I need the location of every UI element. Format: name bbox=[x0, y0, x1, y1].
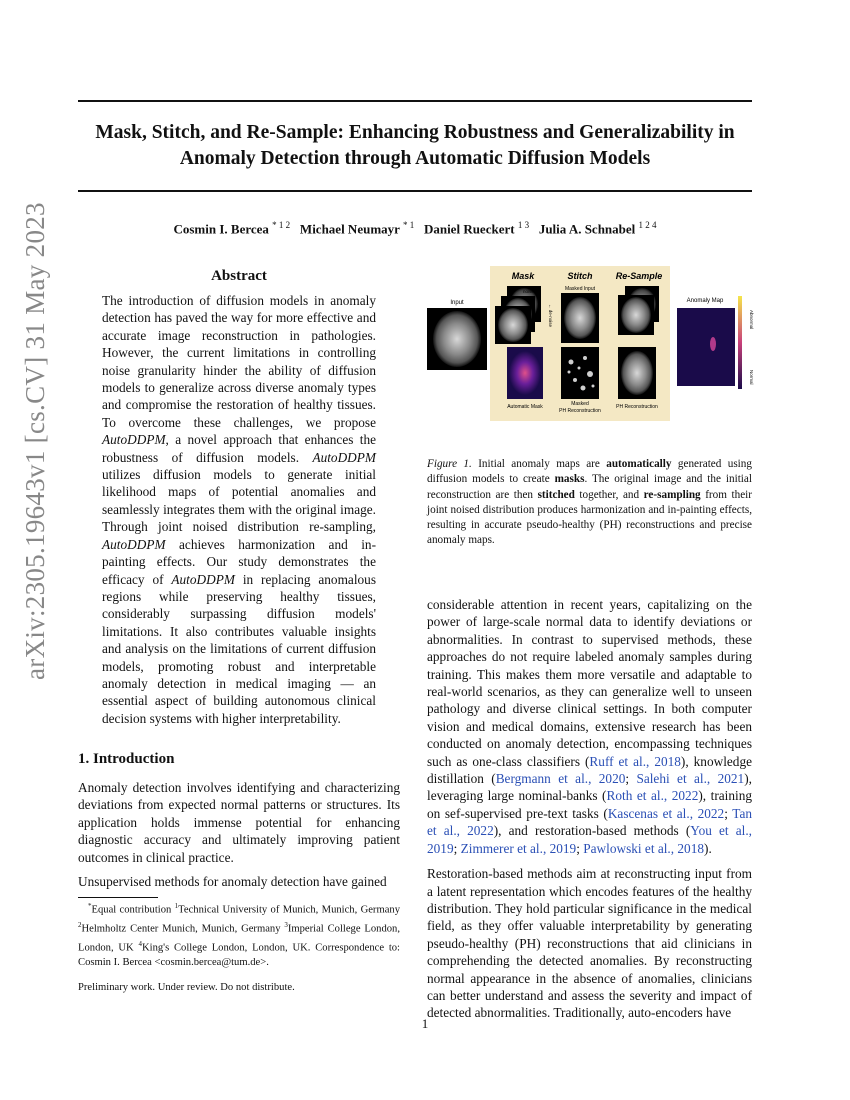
ph-reconstruction-scan bbox=[621, 351, 653, 395]
resample-front-scan bbox=[621, 297, 651, 333]
title-rule bbox=[78, 190, 752, 192]
input-brain-scan bbox=[433, 311, 481, 367]
abstract-heading: Abstract bbox=[211, 268, 267, 284]
top-rule bbox=[78, 100, 752, 102]
citation-link[interactable]: Ruff et al., 2018 bbox=[589, 753, 681, 769]
footnotes bbox=[78, 899, 400, 1005]
citation-link[interactable]: Pawlowski et al., 2018 bbox=[583, 840, 705, 856]
intro-paragraph: Unsupervised methods for anomaly detection have gained bbox=[78, 874, 387, 890]
paper-title: Mask, Stitch, and Re-Sample: Enhancing Robustness and Generalizability in Anomaly Detection through Automatic Diffusion Models bbox=[95, 122, 735, 169]
masked-input-label: Masked Input bbox=[564, 286, 596, 292]
arxiv-stamp: arXiv:2305.19643v1 [cs.CV] 31 May 2023 bbox=[20, 202, 50, 680]
body-paragraph: considerable attention in recent years, capitalizing on the power of large-scale normal data to identify deviations or abnormalities. In contrast to supervised methods, these approaches do not require labeled anomaly samples during training. This makes them more versatile and adaptable to real-world scenarios, as they can generalize well to unseen pathology and diverse clinical settings. In both computer vision and medical domains, extensive research has been conducted on anomaly detection, encompassing techniques such as one-class classifiers (Ruff et al., 2018), knowledge distillation (Bergmann et al., 2020; Salehi et al., 2021), leveraging large nominal-banks (Roth et al., 2022), training on sef-supervised pre-text tasks (Kascenas et al., 2022; Tan et al., 2022), and restoration-based methods (You et al., 2019; Zimmerer et al., 2019; Pawlowski et al., 2018). bbox=[427, 597, 753, 856]
anomaly-map-label: Anomaly Map bbox=[686, 298, 724, 304]
figure-caption: Figure 1. Initial anomaly maps are automatically generated using diffusion models to create masks. The original image and the initial reconstruction are then stitched together, and re-sampling from their joint noised distribution produces harmonization and in-painting effects, resulting in accurate pseudo-healthy (PH) reconstructions and precise anomaly maps. bbox=[427, 458, 753, 547]
author-affiliation: 1 3 bbox=[517, 220, 530, 230]
masked-ph-label-1: Masked bbox=[571, 401, 589, 407]
anomaly-map-hotspot bbox=[710, 337, 716, 351]
author-name: Daniel Rueckert bbox=[423, 221, 515, 237]
intro-paragraph: Anomaly detection involves identifying and characterizing deviations from expected normal patterns or structures. Its application holds immense potential for enhancing diagnostic accuracy and ultimately improving patient outcomes in clinical practice. bbox=[78, 780, 400, 865]
author-affiliation: 1 2 4 bbox=[638, 220, 657, 230]
author-affiliation: * 1 2 bbox=[272, 220, 291, 230]
author-name: Julia A. Schnabel bbox=[538, 221, 636, 237]
citation-link[interactable]: Tan et al., 2022 bbox=[427, 805, 753, 839]
abstract-text: The introduction of diffusion models in anomaly detection has paved the way for more effective and accurate image reconstruction in pathologies. However, the current limitations in controlling noise granularity hinder the ability of diffusion models to generalize across diverse anomaly types and compromise the restoration of healthy tissues. To overcome these challenges, we propose AutoDDPM, a novel approach that enhances the robustness of diffusion models. AutoDDPM utilizes diffusion models to generate initial likelihood maps of potential anomalies and seamlessly integrates them with the original image. Through joint noised distribution re-sampling, AutoDDPM achieves harmonization and in-painting effects. Our study demonstrates the efficacy of AutoDDPM in replacing anomalous regions while preserving healthy tissues, considerably surpassing diffusion models' limitations. It also contributes valuable insights and analysis on the limitations of current diffusion models, promoting robust and interpretable anomaly detection in medical imaging — an essential aspect of building autonomous clinical decision systems with higher interpretability. bbox=[102, 293, 376, 726]
normal-label: Normal bbox=[749, 370, 754, 385]
abnormal-label: Abnormal bbox=[749, 310, 754, 330]
noise-label: noise → bbox=[523, 289, 540, 294]
masked-ph-frame bbox=[561, 347, 599, 399]
column-label-stitch: Stitch bbox=[567, 271, 593, 281]
right-column-text bbox=[427, 596, 752, 1030]
citation-link[interactable]: Roth et al., 2022 bbox=[606, 788, 699, 804]
citation-link[interactable]: Zimmerer et al., 2019 bbox=[460, 840, 577, 856]
author-name: Michael Neumayr bbox=[299, 221, 400, 237]
ph-reconstruction-label: PH Reconstruction bbox=[616, 404, 658, 410]
anomaly-map-frame bbox=[677, 308, 735, 386]
automatic-mask-heatmap bbox=[509, 351, 541, 395]
introduction-text bbox=[78, 779, 400, 897]
masked-ph-label-2: PH Reconstruction bbox=[559, 408, 601, 414]
section-heading-introduction: 1. Introduction bbox=[78, 751, 175, 767]
author-name: Cosmin I. Bercea bbox=[173, 221, 269, 237]
page-number: 1 bbox=[421, 1016, 429, 1031]
citation-link[interactable]: You et al., 2019 bbox=[427, 823, 752, 856]
denoise-label: ← de-noise bbox=[548, 304, 553, 328]
masked-input-scan bbox=[564, 297, 596, 339]
figure-1 bbox=[425, 262, 755, 447]
author-affiliation: * 1 bbox=[402, 220, 415, 230]
front-scan bbox=[498, 308, 528, 342]
automatic-mask-label: Automatic Mask bbox=[507, 404, 543, 410]
citation-link[interactable]: Salehi et al., 2021 bbox=[636, 771, 745, 787]
input-label: Input bbox=[450, 300, 464, 306]
body-paragraph: Restoration-based methods aim at reconstructing input from a latent representation which encodes features of the healthy distribution. They hold particular significance in the medical field, as they offer valuable interpretability by generating pseudo-healthy (PH) reconstructions that aid clinicians in comprehending the detected anomalies. By reconstructing normal appearance in the absence of anomalies, clinicians can better understand and assess the severity and impact of detected abnormalities. Traditionally, auto-encoders have bbox=[427, 866, 752, 1021]
citation-link[interactable]: Kascenas et al., 2022 bbox=[607, 805, 725, 821]
footnote-rule bbox=[78, 897, 158, 898]
column-label-mask: Mask bbox=[511, 271, 535, 281]
anomaly-colorbar bbox=[738, 296, 742, 389]
citation-link[interactable]: Bergmann et al., 2020 bbox=[495, 771, 626, 787]
affiliation-footnote: *Equal contribution $^1$Technical University of Munich, Munich, Germany $^2$Helmholtz Center Munich, Munich, Germany $^3$Imperial College London, London, UK $^4$King's College London, London, UK. Correspondence to: Cosmin I. Bercea <cosmin.bercea@tum.de>. bbox=[78, 902, 401, 969]
figure-1-graphic bbox=[425, 262, 755, 447]
column-label-resample: Re-Sample bbox=[615, 271, 663, 281]
preliminary-note: Preliminary work. Under review. Do not distribute. bbox=[78, 981, 295, 993]
author-list bbox=[78, 220, 752, 237]
